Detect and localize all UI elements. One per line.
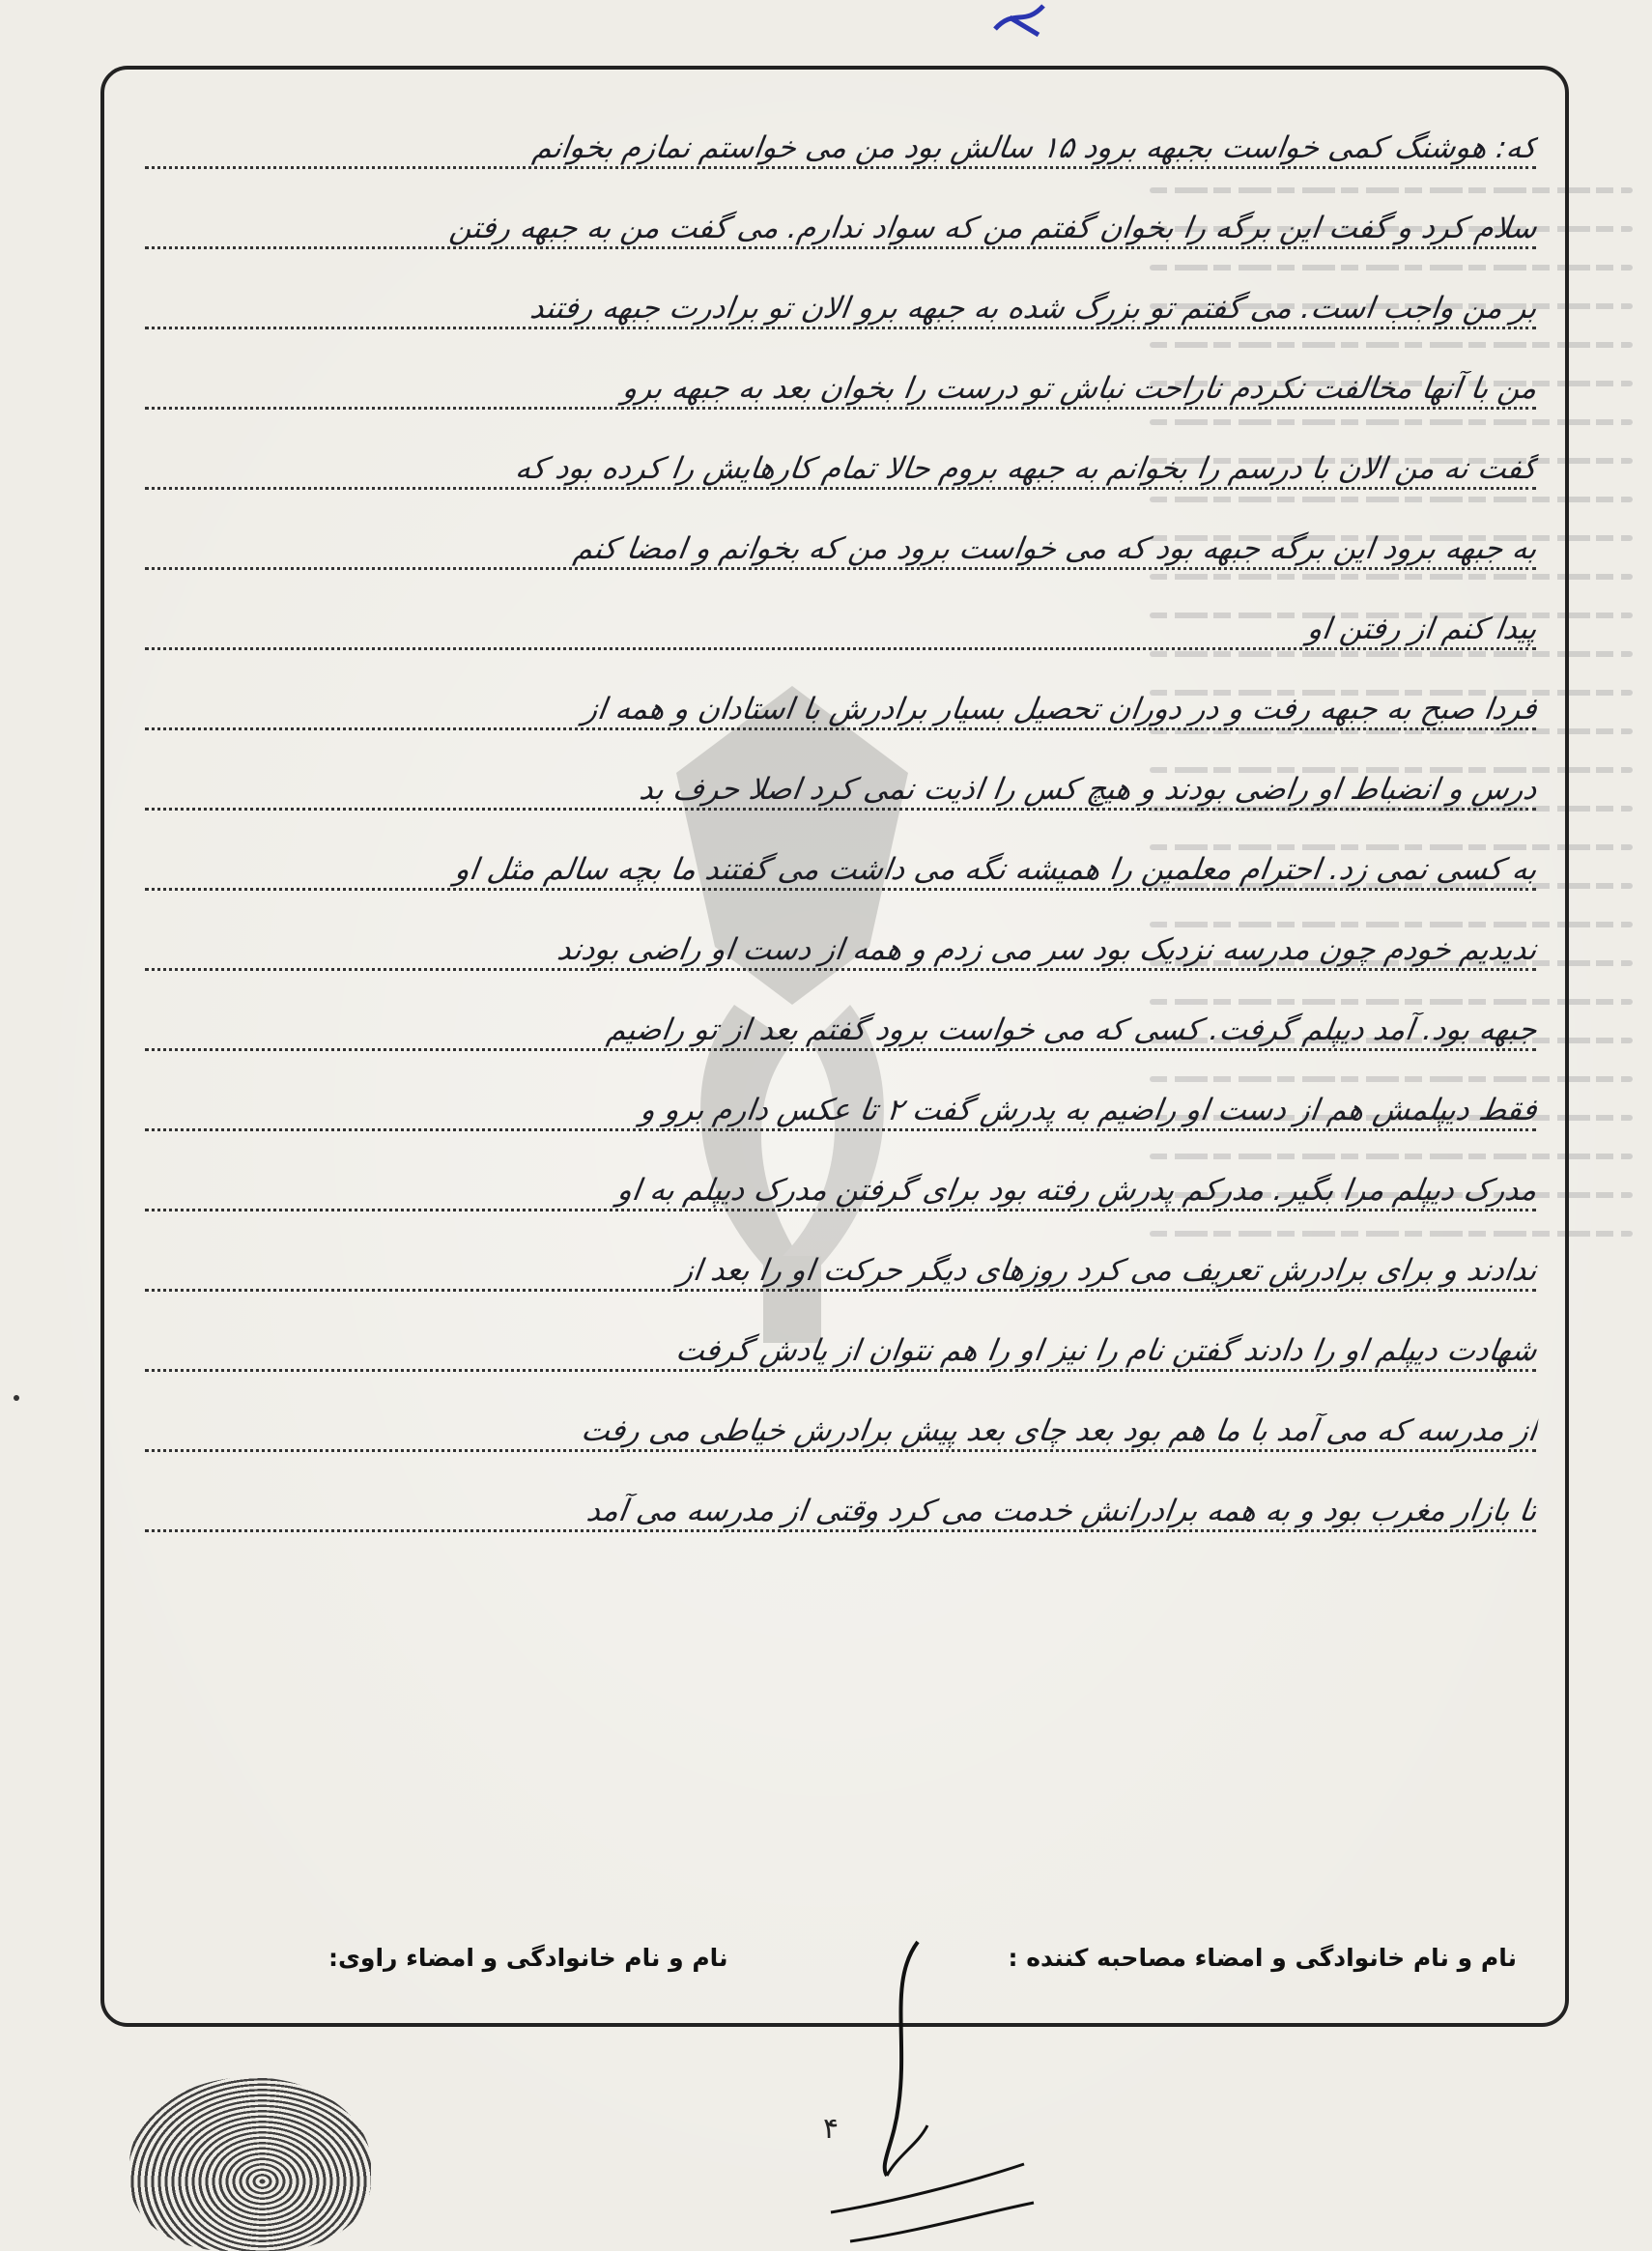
transcript-line: من با آنها مخالفت نکردم ناراحت نباش تو درست را بخوان بعد به جبهه برو (145, 335, 1536, 415)
transcript-line: مدرک دیپلم مرا بگیر. مدرکم پدرش رفته بود برای گرفتن مدرک دیپلم به او (145, 1137, 1536, 1217)
transcript-body (145, 95, 1540, 1538)
narrator-signature-label: نام و نام خانوادگی و امضاء راوی: (328, 1944, 728, 1972)
transcript-line: پیدا کنم از رفتن او (145, 576, 1536, 656)
transcript-line: درس و انضباط او راضی بودند و هیچ کس را اذیت نمی کرد اصلا حرف بد (145, 736, 1536, 816)
transcript-line: فردا صبح به جبهه رفت و در دوران تحصیل بسیار برادرش با استادان و همه از (145, 656, 1536, 736)
transcript-line: ندادند و برای برادرش تعریف می کرد روزهای دیگر حرکت او را بعد از (145, 1217, 1536, 1297)
signature-mark (773, 1923, 1063, 2251)
transcript-line: فقط دیپلمش هم از دست او راضیم به پدرش گفت ۲ تا عکس دارم برو و (145, 1057, 1536, 1137)
margin-dot (14, 1395, 19, 1401)
fingerprint-mark (129, 2077, 371, 2251)
transcript-line: جبهه بود. آمد دیپلم گرفت. کسی که می خواست برود گفتم بعد از تو راضیم (145, 977, 1536, 1057)
transcript-line: شهادت دیپلم او را دادند گفتن نام را نیز او را هم نتوان از یادش گرفت (145, 1297, 1536, 1378)
page-mark-icon (985, 0, 1063, 39)
transcript-line: به کسی نمی زد. احترام معلمین را همیشه نگه می داشت می گفتند ما بچه سالم مثل او (145, 816, 1536, 897)
transcript-line: بر من واجب است. می گفتم تو بزرگ شده به جبهه برو الان تو برادرت جبهه رفتند (145, 255, 1536, 335)
transcript-line: تا بازار مغرب بود و به همه برادرانش خدمت می کرد وقتی از مدرسه می آمد (145, 1458, 1536, 1538)
transcript-line: گفت نه من الان با درسم را بخوانم به جبهه بروم حالا تمام کارهایش را کرده بود که (145, 415, 1536, 496)
page-number: ۴ (823, 2112, 840, 2146)
interviewer-signature-label: نام و نام خانوادگی و امضاء مصاحبه کننده : (1008, 1944, 1517, 1972)
transcript-line: از مدرسه که می آمد با ما هم بود بعد چای بعد پیش برادرش خیاطی می رفت (145, 1378, 1536, 1458)
transcript-line: که: هوشنگ کمی خواست بجبهه برود ۱۵ سالش بود من می خواستم نمازم بخوانم (145, 95, 1536, 175)
transcript-line: به جبهه برود این برگه جبهه بود که می خواست برود من که بخوانم و امضا کنم (145, 496, 1536, 576)
transcript-line: ندیدیم خودم چون مدرسه نزدیک بود سر می زدم و همه از دست او راضی بودند (145, 897, 1536, 977)
transcript-line: سلام کرد و گفت این برگه را بخوان گفتم من که سواد ندارم. می گفت من به جبهه رفتن (145, 175, 1536, 255)
